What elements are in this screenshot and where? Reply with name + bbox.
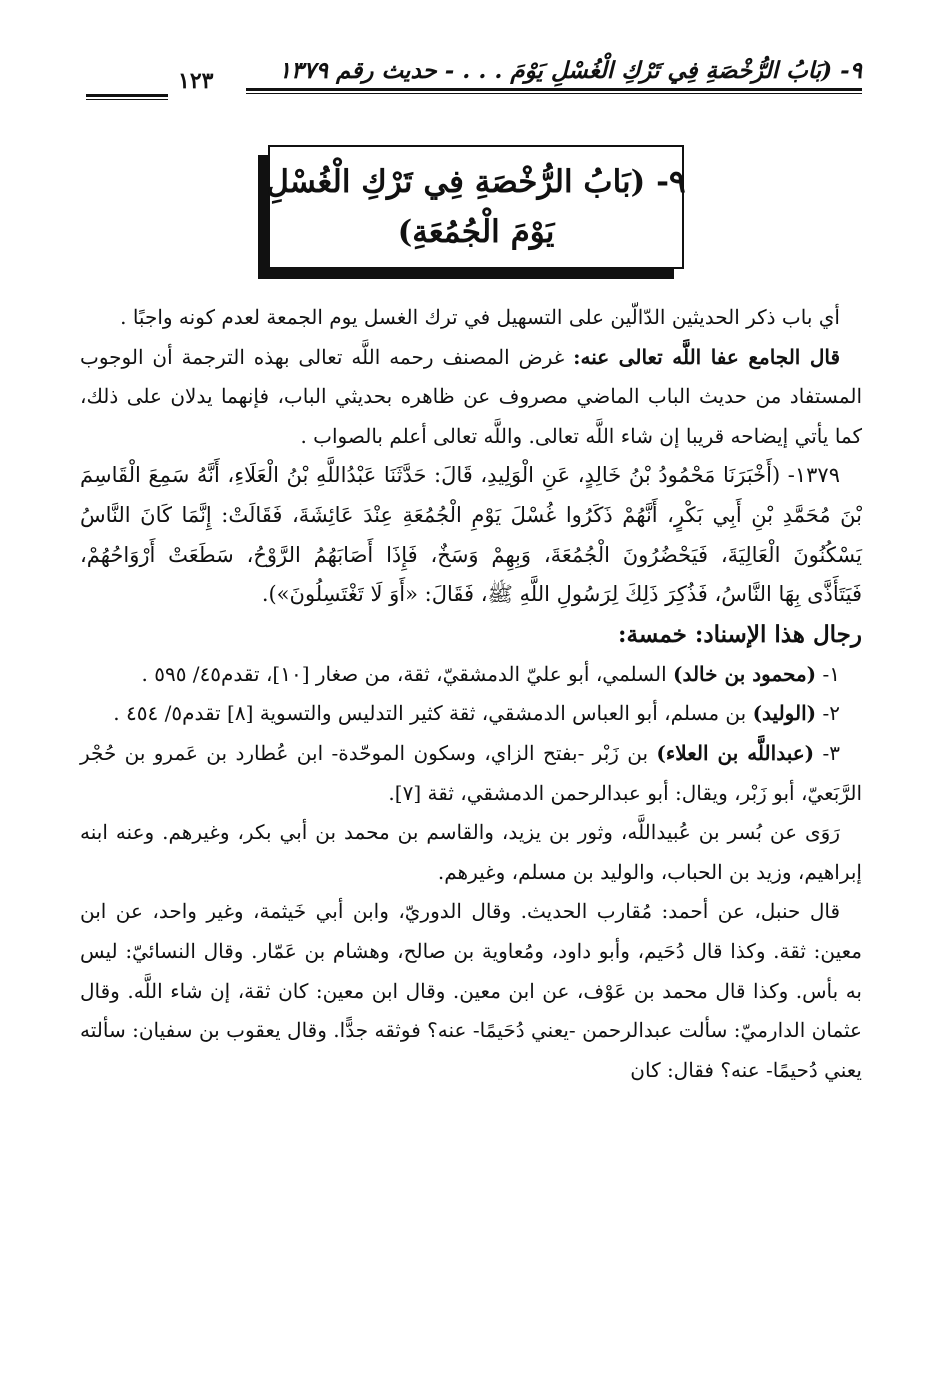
hadith-paragraph: ١٣٧٩- (أَخْبَرَنَا مَحْمُودُ بْنُ خَالِدٍ، عَنِ الْوَلِيدِ، قَالَ: حَدَّثَنَا عَبْدُاللَّهِ بْنُ الْعَلَاءِ، أَنَّهُ سَمِعَ الْقَاسِمَ بْنَ مُحَمَّدِ بْنِ أَبِي بَكْرٍ، أَنَّهُمْ ذَكَرُوا غُسْلَ يَوْمِ الْجُمُعَةِ عِنْدَ عَائِشَةَ، فَقَالَتْ: إِنَّمَا كَانَ النَّاسُ يَسْكُنُونَ الْعَالِيَةَ، فَيَحْضُرُونَ الْجُمُعَةَ، وَبِهِمْ وَسَخٌ، فَإِذَا أَصَابَهُمُ الرَّوْحُ، سَطَعَتْ أَرْوَاحُهُمْ، فَيَتَأَذَّى بِهَا النَّاسُ، فَذُكِرَ ذَلِكَ لِرَسُولِ اللَّهِ ﷺ، فَقَالَ: «أَوَ لَا تَغْتَسِلُونَ»). — [80, 463, 862, 607]
rawa-paragraph: رَوَى عن بُسر بن عُبيداللَّه، وثور بن يزيد، والقاسم بن محمد بن أبي بكر، وغيرهم. وعنه ابنه إبراهيم، وزيد بن الحباب، والوليد بن مسلم، وغيرهم. — [80, 820, 862, 884]
narrator-number: ٢- — [822, 701, 840, 726]
narrator-entry — [80, 694, 862, 734]
narrator-number: ١- — [822, 661, 840, 686]
narrator-name: (محمود بن خالد) — [673, 661, 817, 686]
chapter-title-box — [268, 145, 684, 269]
header-rule — [246, 88, 862, 94]
narrator-entry — [80, 734, 862, 813]
running-header — [86, 56, 862, 96]
chapter-title-line-1: ٩- (بَابُ الرُّخْصَةِ فِي تَرْكِ الْغُسْلِ — [266, 164, 686, 200]
narrators-heading: رجال هذا الإسناد: خمسة: — [618, 620, 862, 648]
chapter-title-line-2: يَوْمَ الْجُمُعَةِ) — [397, 214, 555, 250]
jami-paragraph — [80, 338, 862, 457]
narrator-number: ٣- — [822, 740, 840, 765]
narrator-name: (عبداللَّه بن العلاء) — [656, 740, 815, 765]
qala-paragraph: قال حنبل، عن أحمد: مُقارب الحديث. وقال الدوريّ، وابن أبي خَيثمة، وغير واحد، عن ابن معين: ثقة. وكذا قال دُحَيم، وأبو داود، ومُعاوية بن صالح، وهشام بن عَمّار. وقال النسائيّ: ليس به بأس. وكذا قال محمد بن عَوْف، عن ابن معين. وقال ابن معين: كان ثقة، إن شاء اللَّه. وقال عثمان الدارميّ: سألت عبدالرحمن -يعني دُحَيمًا- عنه؟ فوثقه جدًّا. وقال يعقوب بن سفيان: سألته يعني دُحيمًا- عنه؟ فقال: كان — [80, 899, 862, 1082]
narrator-text: بن زَبْر -بفتح الزاي، وسكون الموحّدة- ابن عُطارد بن عَمرو بن حُجْر الرَّبَعيّ، أبو زَبْر، ويقال: أبو عبدالرحمن الدمشقي، ثقة [٧]. — [80, 740, 862, 805]
narrator-text: بن مسلم، أبو العباس الدمشقي، ثقة كثير التدليس والتسوية [٨] تقدم٥/ ٤٥٤ . — [113, 701, 747, 726]
narrator-name: (الوليد) — [752, 701, 817, 726]
intro-paragraph: أي باب ذكر الحديثين الدّالّين على التسهيل في ترك الغسل يوم الجمعة لعدم كونه واجبًا . — [120, 305, 840, 329]
jami-label: قال الجامع عفا اللَّه تعالى عنه: — [573, 344, 841, 369]
page-number-rule — [86, 94, 168, 100]
narrator-text: السلمي، أبو عليّ الدمشقيّ، ثقة، من صغار [١٠]، تقدم٤٥/ ٥٩٥ . — [141, 661, 667, 686]
running-title: ٩- (بَابُ الرُّخْصَةِ فِي تَرْكِ الْغُسْلِ يَوْمَ . . . - حديث رقم ١٣٧٩ — [278, 57, 862, 84]
narrator-entry — [80, 655, 862, 695]
body-text — [80, 298, 862, 1090]
jami-text: غرض المصنف رحمه اللَّه تعالى بهذه الترجمة أن الوجوب المستفاد من حديث الباب الماضي مصروف عن ظاهره بحديثي الباب، فإنهما يدلان على ذلك، كما يأتي إيضاحه قريبا إن شاء اللَّه تعالى. واللَّه تعالى أعلم بالصواب . — [80, 344, 863, 448]
page-number: ١٢٣ — [178, 68, 214, 94]
